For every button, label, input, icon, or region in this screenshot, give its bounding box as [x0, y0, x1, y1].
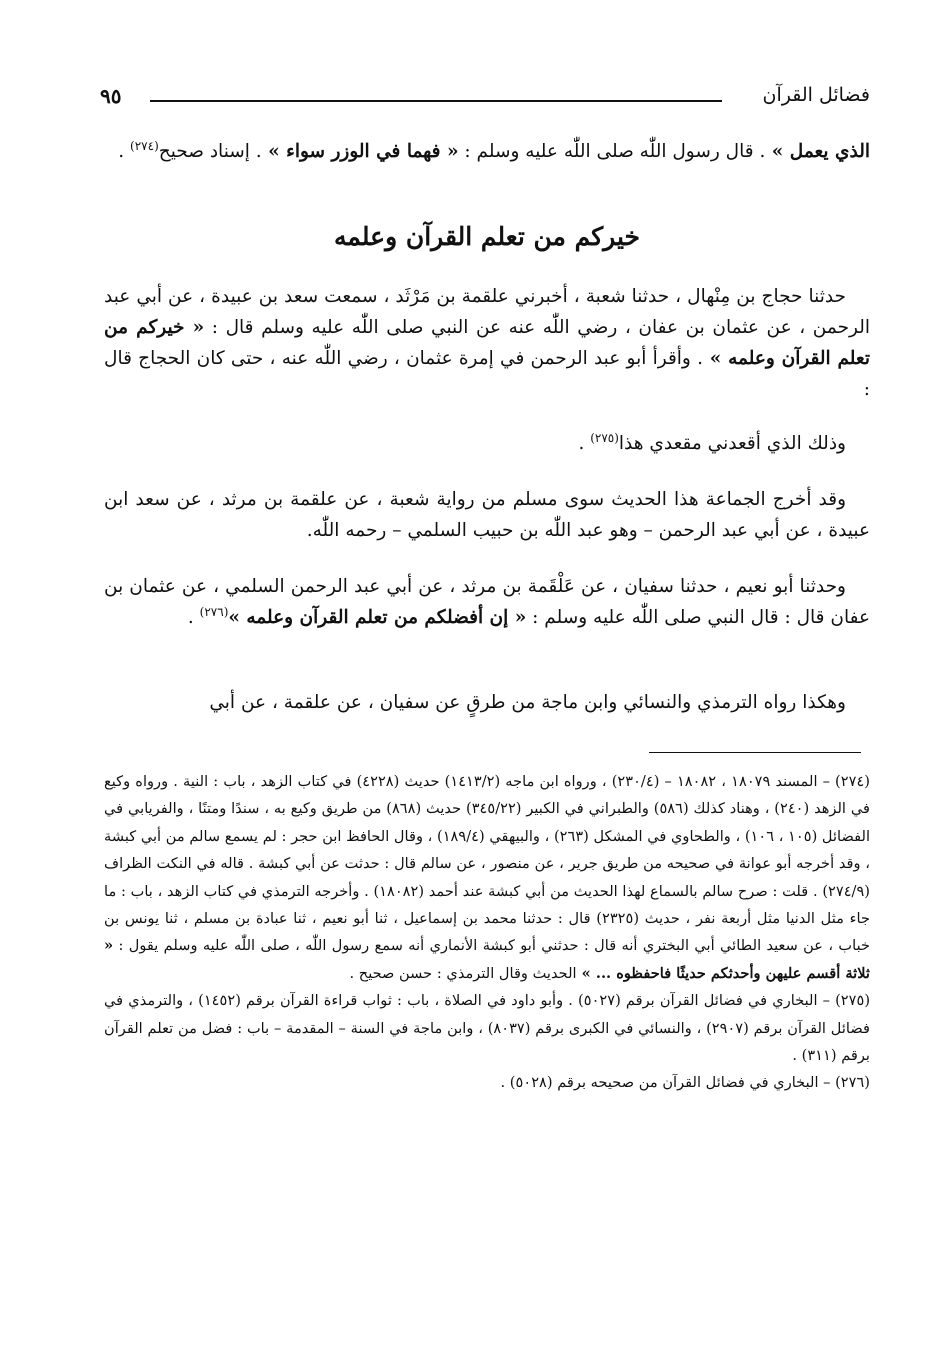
paragraph-2-text: وقد أخرج الجماعة هذا الحديث سوى مسلم من رواية شعبة ، عن علقمة بن مرثد ، عن سعد ابن عبيدة ، عن أبي عبد الرحمن – وهو عبد اللّٰه بن حبيب السلمي – رحمه اللّٰه.	[104, 489, 870, 541]
page-number: ٩٥	[100, 84, 122, 108]
continued-paragraph	[104, 136, 870, 167]
continued-text-end: . إسناد صحيح	[158, 141, 262, 162]
page-header	[100, 80, 870, 116]
quote-line	[104, 428, 870, 459]
footnote-ref-274: (٢٧٤)	[130, 138, 159, 153]
paragraph-1-text-end: . وأقرأ أبو عبد الرحمن في إمرة عثمان ، رضي اللّٰه عنه ، حتى كان الحجاج قال :	[104, 348, 870, 400]
hadith-quote-bold: « فهما في الوزر سواء »	[261, 141, 459, 162]
footnote-ref-275: (٢٧٥)	[590, 430, 619, 445]
paragraph-1-text: حدثنا حجاج بن مِنْهال ، حدثنا شعبة ، أخبرني علقمة بن مَرْثَد ، سمعت سعد بن عبيدة ، عن أبي عبد الرحمن ، عن عثمان بن عفان ، رضي اللّٰه عنه عن النبي صلى اللّٰه عليه وسلم قال :	[104, 286, 870, 338]
paragraph-1	[104, 281, 870, 405]
paragraph-1-bold: « خيركم من تعلم القرآن وعلمه »	[104, 317, 870, 369]
footnote-ref-276: (٢٧٦)	[199, 604, 229, 619]
continued-text: . قال رسول اللّٰه صلى اللّٰه عليه وسلم :	[458, 141, 766, 162]
footnote-separator	[649, 752, 861, 753]
footnote-274-bold: « ثلاثة أقسم عليهن وأحدثكم حديثًا فاحفظوه ... »	[104, 937, 870, 982]
paragraph-3	[104, 571, 870, 633]
paragraph-4-text: وهكذا رواه الترمذي والنسائي وابن ماجة من طرقٍ عن سفيان ، عن علقمة ، عن أبي	[209, 692, 846, 713]
footnote-275: (٢٧٥) – البخاري في فضائل القرآن برقم (٥٠٢٧) . وأبو داود في الصلاة ، باب : ثواب قراءة القرآن برقم (١٤٥٢) ، والترمذي في فضائل القرآن برقم (٢٩٠٧) ، والنسائي في الكبرى برقم (٨٠٣٧) ، وابن ماجة في السنة – المقدمة – باب : فضل من تعلم القرآن برقم (٣١١) .	[104, 992, 871, 1065]
paragraph-4	[104, 687, 870, 718]
footnote-274-text: (٢٧٤) – المسند ١٨٠٧٩ ، ١٨٠٨٢ – (٢٣٠/٤) ، ورواه ابن ماجه (١٤١٣/٢) حديث (٤٢٢٨) في كتاب الزهد ، باب : النية . ورواه وكيع في الزهد (٢٤٠) ، وهناد كذلك (٥٨٦) والطبراني في الكبير (٣٤٥/٢٢) حديث (٨٦٨) من طريق وكيع به ، سندًا ومتنًا ، والفريابي في الفضائل (١٠٥ ، ١٠٦) ، والطحاوي في المشكل (٢٦٣) ، والبيهقي (١٨٩/٤) ، وقال الحافظ ابن حجر : لم يسمع سالم من أبي كبشة ، وقد أخرجه أبو عوانة في صحيحه من طريق جرير ، عن منصور ، عن سالم قال : حدثت عن أبي كبشة . قاله في النكت الظراف (٢٧٤/٩) . قلت : صرح سالم بالسماع لهذا الحديث من أبي كبشة عند أحمد (١٨٠٨٢) . وأخرجه الترمذي في كتاب الزهد ، باب : ما جاء مثل الدنيا مثل أربعة نفر ، حديث (٢٣٢٥) قال : حدثنا محمد بن إسماعيل ، ثنا أبو نعيم ، ثنا عبادة بن مسلم ، ثنا يونس بن خباب ، عن سعيد الطائي أبي البختري أنه قال : حدثني أبو كبشة الأنماري أنه سمع رسول اللّٰه ، صلى اللّٰه عليه وسلم يقول :	[104, 773, 870, 955]
footnotes	[104, 768, 870, 1097]
quote-text: وذلك الذي أقعدني مقعدي هذا	[618, 433, 846, 454]
footnote-276: (٢٧٦) – البخاري في فضائل القرآن من صحيحه برقم (٥٠٢٨) .	[500, 1074, 870, 1092]
running-title: فضائل القرآن	[762, 84, 870, 106]
paragraph-3-text: وحدثنا أبو نعيم ، حدثنا سفيان ، عن عَلْقَمة بن مرثد ، عن أبي عبد الرحمن السلمي ، عن عثمان بن عفان قال : قال النبي صلى اللّٰه عليه وسلم :	[104, 576, 870, 628]
continued-bold-phrase: الذي يعمل »	[765, 141, 870, 162]
section-heading: خيركم من تعلم القرآن وعلمه	[334, 222, 640, 251]
footnote-274-text-end: الحديث وقال الترمذي : حسن صحيح .	[349, 964, 577, 982]
quote-end: .	[578, 433, 591, 454]
paragraph-3-bold: « إن أفضلكم من تعلم القرآن وعلمه »	[228, 607, 527, 628]
footnote-274	[104, 768, 870, 987]
period: .	[118, 141, 131, 162]
paragraph-2	[104, 484, 870, 546]
paragraph-3-end: .	[187, 607, 200, 628]
header-rule	[150, 100, 722, 102]
